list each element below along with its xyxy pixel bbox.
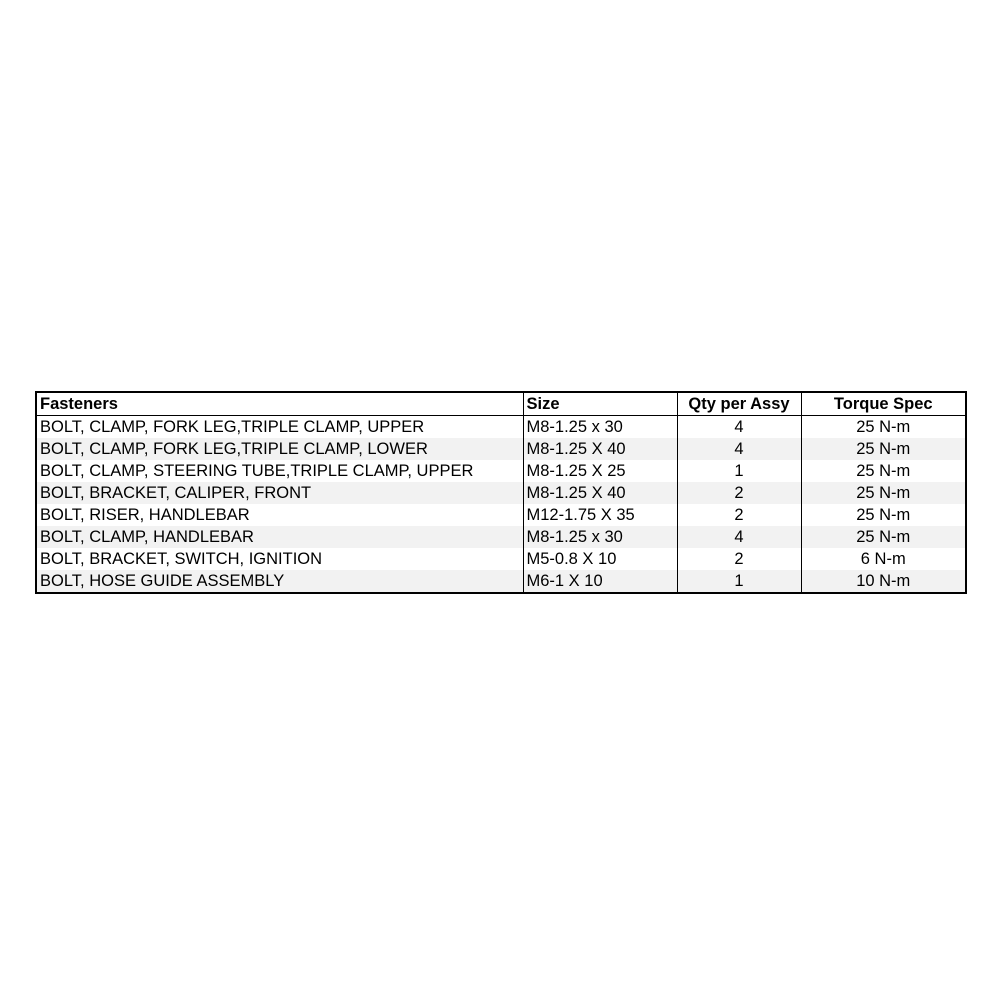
- table-row: [36, 570, 966, 593]
- fastener-cell: BOLT, CLAMP, HANDLEBAR: [36, 526, 523, 548]
- size-cell: M6-1 X 10: [523, 570, 677, 593]
- table-header-row: [36, 392, 966, 416]
- torque-cell: 25 N-m: [801, 504, 966, 526]
- torque-cell: 25 N-m: [801, 460, 966, 482]
- table-row: [36, 504, 966, 526]
- qty-cell: 2: [677, 548, 801, 570]
- size-cell: M5-0.8 X 10: [523, 548, 677, 570]
- fastener-cell: BOLT, CLAMP, FORK LEG,TRIPLE CLAMP, LOWER: [36, 438, 523, 460]
- size-cell: M12-1.75 X 35: [523, 504, 677, 526]
- qty-cell: 2: [677, 504, 801, 526]
- table-row: [36, 526, 966, 548]
- table-row: [36, 482, 966, 504]
- fastener-cell: BOLT, BRACKET, CALIPER, FRONT: [36, 482, 523, 504]
- fastener-cell: BOLT, RISER, HANDLEBAR: [36, 504, 523, 526]
- fastener-cell: BOLT, CLAMP, FORK LEG,TRIPLE CLAMP, UPPER: [36, 416, 523, 439]
- table-row: [36, 460, 966, 482]
- torque-cell: 25 N-m: [801, 482, 966, 504]
- size-cell: M8-1.25 X 25: [523, 460, 677, 482]
- qty-cell: 1: [677, 570, 801, 593]
- qty-cell: 1: [677, 460, 801, 482]
- torque-cell: 6 N-m: [801, 548, 966, 570]
- torque-cell: 25 N-m: [801, 416, 966, 439]
- fastener-cell: BOLT, HOSE GUIDE ASSEMBLY: [36, 570, 523, 593]
- size-cell: M8-1.25 x 30: [523, 526, 677, 548]
- torque-cell: 25 N-m: [801, 526, 966, 548]
- torque-cell: 10 N-m: [801, 570, 966, 593]
- qty-cell: 4: [677, 526, 801, 548]
- qty-cell: 2: [677, 482, 801, 504]
- fastener-cell: BOLT, CLAMP, STEERING TUBE,TRIPLE CLAMP, UPPER: [36, 460, 523, 482]
- column-header-size: Size: [523, 392, 677, 416]
- table-row: [36, 548, 966, 570]
- column-header-torque: Torque Spec: [801, 392, 966, 416]
- table-row: [36, 438, 966, 460]
- torque-cell: 25 N-m: [801, 438, 966, 460]
- qty-cell: 4: [677, 438, 801, 460]
- fastener-cell: BOLT, BRACKET, SWITCH, IGNITION: [36, 548, 523, 570]
- size-cell: M8-1.25 X 40: [523, 438, 677, 460]
- size-cell: M8-1.25 x 30: [523, 416, 677, 439]
- column-header-fasteners: Fasteners: [36, 392, 523, 416]
- fastener-torque-table: [35, 391, 967, 594]
- size-cell: M8-1.25 X 40: [523, 482, 677, 504]
- column-header-qty: Qty per Assy: [677, 392, 801, 416]
- table-row: [36, 416, 966, 439]
- qty-cell: 4: [677, 416, 801, 439]
